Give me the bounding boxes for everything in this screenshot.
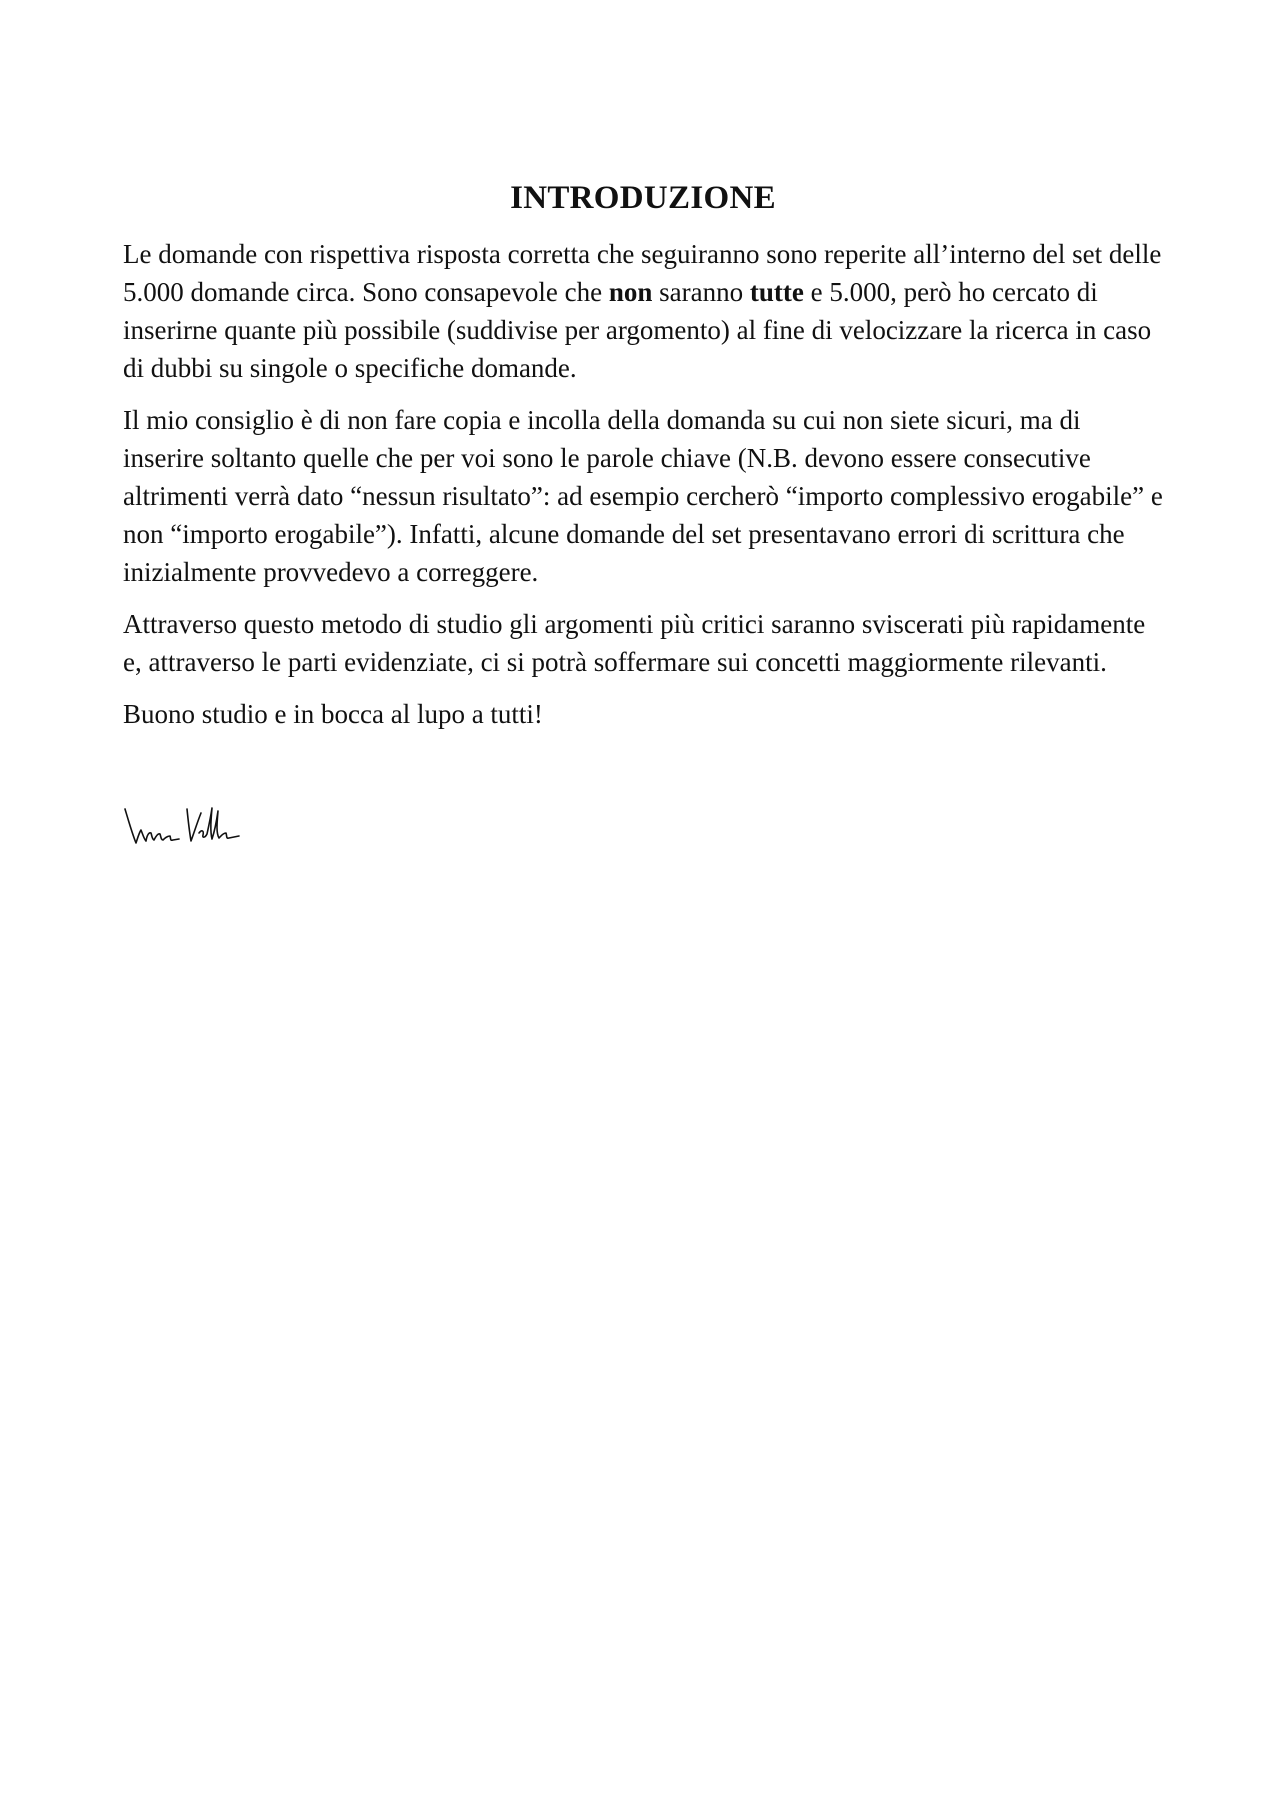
- intro-paragraph-2: Il mio consiglio è di non fare copia e incolla della domanda su cui non siete sicuri, ma di inserire soltanto quelle che per voi sono le parole chiave (N.B. devono essere consecutive altrimenti verrà dato “nessun risultato”: ad esempio cercherò “importo complessivo erogabile” e non “importo erogabile”). Infatti, alcune domande del set presentavano errori di scrittura che inizialmente provvedevo a correggere.: [123, 405, 1163, 587]
- paragraph-1-text-c: e 5.000, però ho cercato di inserirne quante più possibile (suddivise per argomento) al fine di velocizzare la ricerca in caso di dubbi su singole o specifiche domande.: [123, 277, 1152, 383]
- document-body: [123, 180, 1163, 747]
- signature-stroke-first-name: [125, 809, 179, 843]
- intro-paragraph-4: Buono studio e in bocca al lupo a tutti!: [123, 699, 543, 729]
- paragraph-1-text-a: Le domande con rispettiva risposta corretta che seguiranno sono reperite all’interno del set delle 5.000 domande circa. Sono consapevole che: [123, 239, 1162, 307]
- paragraph-1-bold-non: non: [608, 277, 653, 307]
- paragraph-1-bold-tutte: tutte: [749, 277, 804, 307]
- intro-paragraph-1: [123, 235, 1163, 387]
- paragraph-1-text-b: saranno: [652, 277, 750, 307]
- signature-stroke-surname: [187, 808, 239, 841]
- handwritten-signature: [123, 803, 243, 853]
- intro-paragraph-3: Attraverso questo metodo di studio gli argomenti più critici saranno sviscerati più rapidamente e, attraverso le parti evidenziate, ci si potrà soffermare sui concetti maggiormente rilevanti.: [123, 609, 1146, 677]
- page-title: INTRODUZIONE: [510, 180, 776, 216]
